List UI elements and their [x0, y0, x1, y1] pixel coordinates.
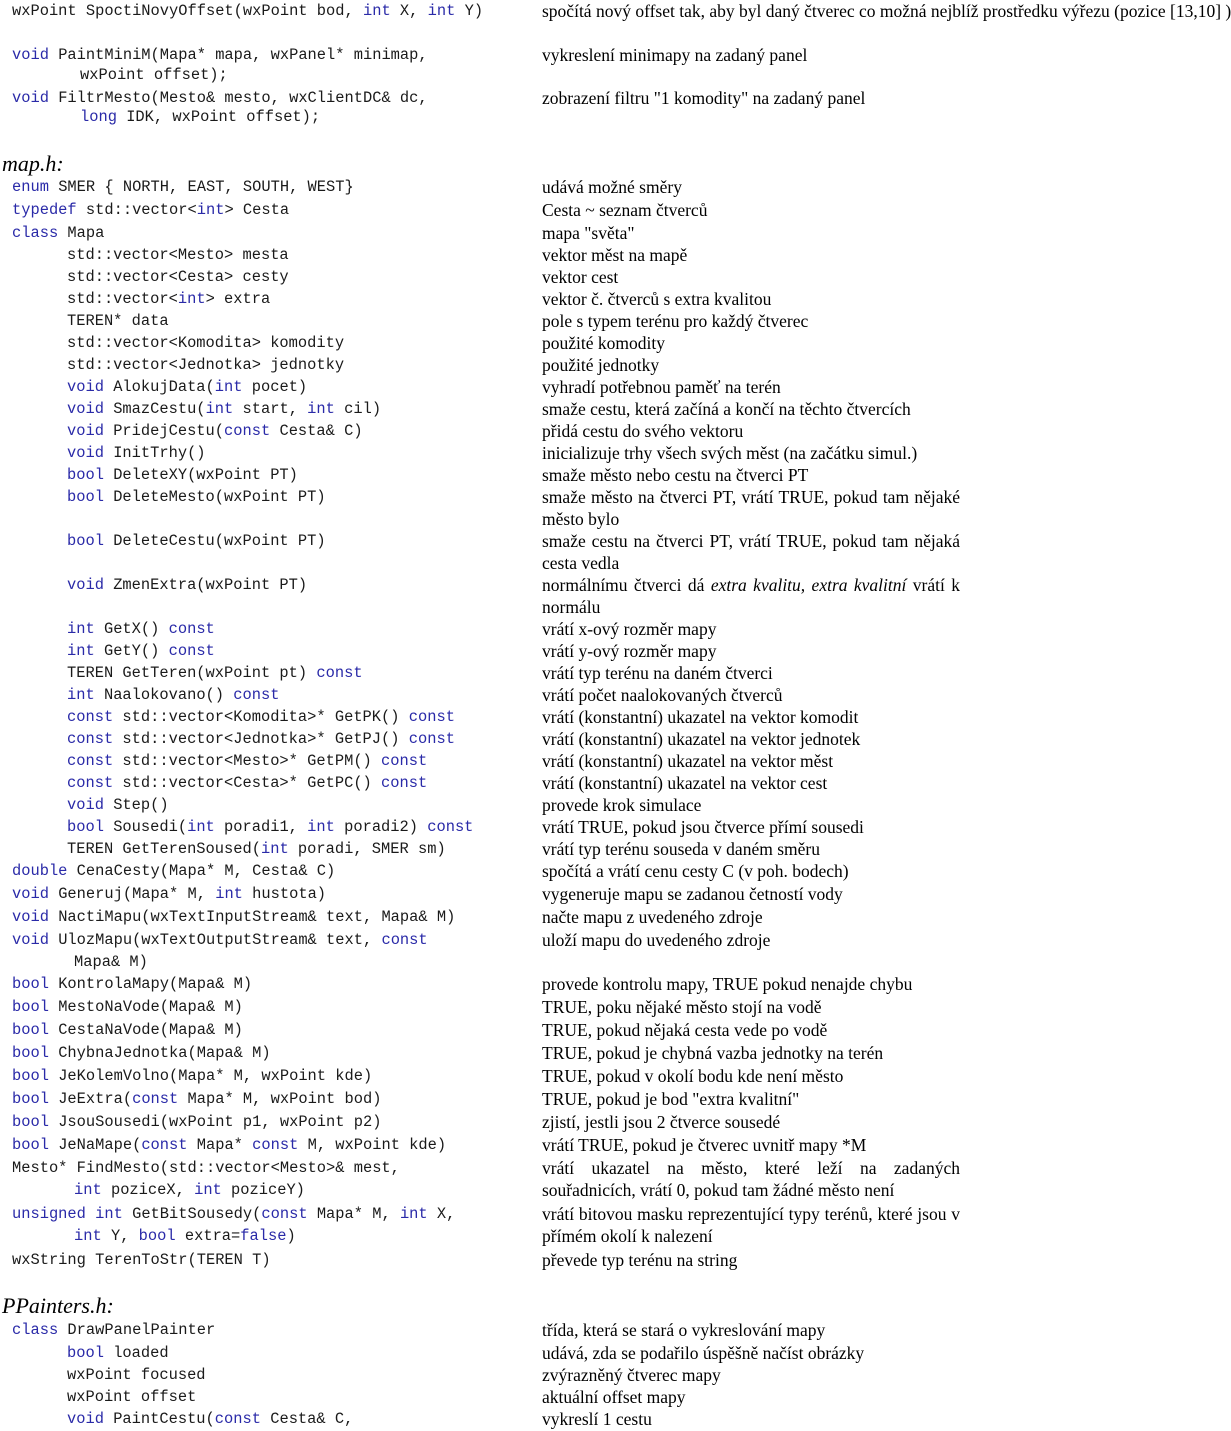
- code-line: void NactiMapu(wxTextInputStream& text, Mapa& M): [12, 908, 456, 926]
- keyword: const: [427, 818, 474, 836]
- code-line: void PaintMiniM(Mapa* mapa, wxPanel* minimap,: [12, 46, 428, 64]
- keyword: int: [214, 378, 243, 396]
- keyword: void: [67, 576, 104, 594]
- description: provede krok simulace: [542, 795, 702, 815]
- description: převede typ terénu na string: [542, 1250, 738, 1270]
- description: smaže město na čtverci PT, vrátí TRUE, pokud tam nějaké město bylo: [542, 487, 960, 529]
- description: aktuální offset mapy: [542, 1387, 686, 1407]
- description: použité komodity: [542, 333, 665, 353]
- section-heading-ppainters: PPainters.h:: [2, 1293, 114, 1318]
- keyword: bool: [12, 975, 49, 993]
- code-line: Mesto* FindMesto(std::vector<Mesto>& mest,: [12, 1159, 400, 1177]
- keyword: const: [67, 730, 114, 748]
- code-line: const std::vector<Jednotka>* GetPJ() const: [67, 730, 455, 748]
- code-line: std::vector<int> extra: [67, 290, 271, 308]
- keyword: const: [381, 774, 428, 792]
- description: mapa "světa": [542, 223, 635, 243]
- description: vrátí bitovou masku reprezentující typy terénů, které jsou v přímém okolí k nalezení: [542, 1204, 960, 1246]
- code-line: class Mapa: [12, 224, 105, 242]
- keyword: class: [12, 224, 59, 242]
- code-line: std::vector<Komodita> komodity: [67, 334, 345, 352]
- description: spočítá nový offset tak, aby byl daný čtverec co možná nejblíž prostředku výřezu (pozice [13,10] ): [542, 1, 1231, 21]
- keyword: int: [427, 2, 456, 20]
- code-line: bool JeKolemVolno(Mapa* M, wxPoint kde): [12, 1067, 373, 1085]
- code-line: bool DeleteMesto(wxPoint PT): [67, 488, 326, 506]
- code-line-continuation: wxPoint offset);: [80, 66, 228, 84]
- code-line: bool DeleteCestu(wxPoint PT): [67, 532, 326, 550]
- keyword: int: [362, 2, 391, 20]
- description: zobrazení filtru "1 komodity" na zadaný panel: [542, 88, 866, 108]
- code-line: std::vector<Mesto> mesta: [67, 246, 289, 264]
- keyword: int: [187, 818, 215, 836]
- keyword: void: [67, 796, 104, 814]
- description: vygeneruje mapu se zadanou četností vody: [542, 884, 843, 904]
- code-line: int Naalokovano() const: [67, 686, 280, 704]
- keyword: bool: [67, 1344, 104, 1362]
- keyword: int: [74, 1181, 102, 1199]
- code-line: void FiltrMesto(Mesto& mesto, wxClientDC& dc,: [12, 89, 428, 107]
- code-line: const std::vector<Komodita>* GetPK() const: [67, 708, 455, 726]
- keyword: bool: [138, 1227, 176, 1245]
- description: vrátí TRUE, pokud jsou čtverce přímí sousedi: [542, 817, 864, 837]
- code-line-continuation: long IDK, wxPoint offset);: [80, 108, 321, 126]
- keyword: const: [214, 1410, 261, 1428]
- description: smaže cestu, která začíná a končí na těchto čtvercích: [542, 399, 911, 419]
- keyword: void: [12, 46, 49, 64]
- description: vrátí typ terénu na daném čtverci: [542, 663, 773, 683]
- code-line: bool MestoNaVode(Mapa& M): [12, 998, 243, 1016]
- keyword: bool: [67, 488, 104, 506]
- code-line: const std::vector<Cesta>* GetPC() const: [67, 774, 428, 792]
- keyword: int: [196, 201, 225, 219]
- keyword: int: [399, 1205, 428, 1223]
- code-line: class DrawPanelPainter: [12, 1321, 216, 1339]
- keyword: int: [194, 1181, 222, 1199]
- keyword: int: [215, 885, 243, 903]
- keyword: int: [307, 818, 335, 836]
- code-line: std::vector<Jednotka> jednotky: [67, 356, 345, 374]
- keyword: bool: [12, 1136, 49, 1154]
- keyword: void: [67, 378, 104, 396]
- description: zjistí, jestli jsou 2 čtverce sousedé: [542, 1112, 781, 1132]
- description: vrátí y-ový rozměr mapy: [542, 641, 717, 661]
- description: vektor měst na mapě: [542, 245, 688, 265]
- keyword: void: [67, 422, 104, 440]
- keyword: class: [12, 1321, 59, 1339]
- description: vektor cest: [542, 267, 619, 287]
- keyword: int: [260, 840, 289, 858]
- keyword: bool: [12, 1021, 49, 1039]
- keyword: const: [132, 1090, 179, 1108]
- description: uloží mapu do uvedeného zdroje: [542, 930, 771, 950]
- description: vyhradí potřebnou paměť na terén: [542, 377, 781, 397]
- code-line-continuation: Mapa& M): [74, 953, 148, 971]
- keyword: void: [12, 908, 49, 926]
- keyword: void: [12, 931, 49, 949]
- code-line: unsigned int GetBitSousedy(const Mapa* M, int X,: [12, 1205, 456, 1223]
- keyword: bool: [12, 998, 49, 1016]
- code-line: std::vector<Cesta> cesty: [67, 268, 289, 286]
- description: vrátí TRUE, pokud je čtverec uvnitř mapy *M: [542, 1135, 867, 1155]
- code-line: bool JeNaMape(const Mapa* const M, wxPoint kde): [12, 1136, 447, 1154]
- description: vektor č. čtverců s extra kvalitou: [542, 289, 772, 309]
- section-heading-map: map.h:: [2, 151, 64, 176]
- code-line: wxPoint SpoctiNovyOffset(wxPoint bod, int X, int Y): [12, 2, 484, 20]
- code-line: bool loaded: [67, 1344, 169, 1362]
- emphasis: extra kvalitu, extra kvalitní: [710, 575, 907, 595]
- keyword: int: [67, 620, 95, 638]
- keyword: bool: [12, 1067, 49, 1085]
- keyword: void: [67, 400, 104, 418]
- code-line: void PridejCestu(const Cesta& C): [67, 422, 363, 440]
- keyword: const: [67, 774, 114, 792]
- keyword: const: [233, 686, 280, 704]
- description: vrátí ukazatel na město, které leží na zadaných souřadnicích, vrátí 0, pokud tam žádné město není: [542, 1158, 960, 1200]
- code-line: TEREN* data: [67, 312, 169, 330]
- description: zvýrazněný čtverec mapy: [542, 1365, 721, 1385]
- code-line: TEREN GetTeren(wxPoint pt) const: [67, 664, 363, 682]
- keyword: void: [67, 1410, 104, 1428]
- keyword: typedef: [12, 201, 77, 219]
- keyword: unsigned int: [12, 1205, 123, 1223]
- code-line: bool JsouSousedi(wxPoint p1, wxPoint p2): [12, 1113, 382, 1131]
- description: udává, zda se podařilo úspěšně načíst obrázky: [542, 1343, 865, 1363]
- keyword: void: [12, 885, 49, 903]
- code-line: void UlozMapu(wxTextOutputStream& text, const: [12, 931, 428, 949]
- code-line: void SmazCestu(int start, int cil): [67, 400, 382, 418]
- description: TRUE, poku nějaké město stojí na vodě: [542, 997, 822, 1017]
- description: vykreslí 1 cestu: [542, 1409, 652, 1429]
- description: provede kontrolu mapy, TRUE pokud nenajde chybu: [542, 974, 913, 994]
- code-line: int GetY() const: [67, 642, 215, 660]
- keyword: int: [67, 686, 95, 704]
- code-line: enum SMER { NORTH, EAST, SOUTH, WEST}: [12, 178, 354, 196]
- code-line: void AlokujData(int pocet): [67, 378, 308, 396]
- keyword: bool: [12, 1113, 49, 1131]
- code-line: void Step(): [67, 796, 169, 814]
- description: použité jednotky: [542, 355, 660, 375]
- description: přidá cestu do svého vektoru: [542, 421, 744, 441]
- keyword: const: [168, 642, 215, 660]
- code-line: const std::vector<Mesto>* GetPM() const: [67, 752, 428, 770]
- keyword: const: [381, 752, 428, 770]
- code-line: typedef std::vector<int> Cesta: [12, 201, 290, 219]
- description: TRUE, pokud je chybná vazba jednotky na terén: [542, 1043, 884, 1063]
- code-line: bool ChybnaJednotka(Mapa& M): [12, 1044, 271, 1062]
- keyword: void: [67, 444, 104, 462]
- keyword: int: [205, 400, 234, 418]
- keyword: bool: [67, 818, 104, 836]
- keyword: const: [316, 664, 363, 682]
- description: inicializuje trhy všech svých měst (na začátku simul.): [542, 443, 918, 463]
- description: načte mapu z uvedeného zdroje: [542, 907, 763, 927]
- description: udává možné směry: [542, 177, 682, 197]
- keyword: bool: [67, 466, 104, 484]
- code-line: void ZmenExtra(wxPoint PT): [67, 576, 308, 594]
- description: TRUE, pokud nějaká cesta vede po vodě: [542, 1020, 828, 1040]
- code-line: wxString TerenToStr(TEREN T): [12, 1251, 271, 1269]
- code-line: wxPoint focused: [67, 1366, 206, 1384]
- description: TRUE, pokud v okolí bodu kde není město: [542, 1066, 844, 1086]
- code-line-continuation: int poziceX, int poziceY): [74, 1181, 305, 1199]
- description: TRUE, pokud je bod "extra kvalitní": [542, 1089, 800, 1109]
- code-line: TEREN GetTerenSoused(int poradi, SMER sm): [67, 840, 446, 858]
- keyword: enum: [12, 178, 49, 196]
- keyword: const: [408, 730, 455, 748]
- keyword: bool: [12, 1090, 49, 1108]
- keyword: bool: [12, 1044, 49, 1062]
- code-line: void Generuj(Mapa* M, int hustota): [12, 885, 327, 903]
- keyword: void: [12, 89, 49, 107]
- keyword: long: [80, 108, 117, 126]
- description: vrátí počet naalokovaných čtverců: [542, 685, 783, 705]
- description: pole s typem terénu pro každý čtverec: [542, 311, 809, 331]
- code-line: void PaintCestu(const Cesta& C,: [67, 1410, 354, 1428]
- keyword: const: [381, 931, 428, 949]
- code-line: double CenaCesty(Mapa* M, Cesta& C): [12, 862, 336, 880]
- keyword: const: [224, 422, 271, 440]
- description: vrátí (konstantní) ukazatel na vektor cest: [542, 773, 828, 793]
- code-line: bool KontrolaMapy(Mapa& M): [12, 975, 253, 993]
- keyword: const: [252, 1136, 299, 1154]
- keyword: bool: [67, 532, 104, 550]
- description: vrátí (konstantní) ukazatel na vektor komodit: [542, 707, 859, 727]
- description: normálnímu čtverci dá extra kvalitu, extra kvalitní vrátí k normálu: [542, 575, 960, 617]
- code-line: bool Sousedi(int poradi1, int poradi2) const: [67, 818, 474, 836]
- keyword: int: [177, 290, 206, 308]
- code-line: bool CestaNaVode(Mapa& M): [12, 1021, 243, 1039]
- keyword: const: [261, 1205, 308, 1223]
- code-line: void InitTrhy(): [67, 444, 206, 462]
- description: vrátí (konstantní) ukazatel na vektor jednotek: [542, 729, 861, 749]
- code-line: int GetX() const: [67, 620, 215, 638]
- keyword: int: [307, 400, 335, 418]
- description: vrátí typ terénu souseda v daném směru: [542, 839, 820, 859]
- keyword: const: [408, 708, 455, 726]
- keyword: int: [74, 1227, 102, 1245]
- description: vykreslení minimapy na zadaný panel: [542, 45, 808, 65]
- description: vrátí x-ový rozměr mapy: [542, 619, 717, 639]
- description: smaže cestu na čtverci PT, vrátí TRUE, pokud tam nějaká cesta vedla: [542, 531, 960, 573]
- keyword: double: [12, 862, 68, 880]
- description: třída, která se stará o vykreslování mapy: [542, 1320, 826, 1340]
- keyword: false: [240, 1227, 287, 1245]
- keyword: int: [67, 642, 95, 660]
- keyword: const: [168, 620, 215, 638]
- code-line: wxPoint offset: [67, 1388, 197, 1406]
- code-line: bool DeleteXY(wxPoint PT): [67, 466, 298, 484]
- description: Cesta ~ seznam čtverců: [542, 200, 708, 220]
- code-line-continuation: int Y, bool extra=false): [74, 1227, 296, 1245]
- keyword: const: [67, 708, 114, 726]
- description: vrátí (konstantní) ukazatel na vektor měst: [542, 751, 834, 771]
- keyword: const: [141, 1136, 188, 1154]
- keyword: const: [67, 752, 114, 770]
- description: spočítá a vrátí cenu cesty C (v poh. bodech): [542, 861, 849, 881]
- code-line: bool JeExtra(const Mapa* M, wxPoint bod): [12, 1090, 382, 1108]
- description: smaže město nebo cestu na čtverci PT: [542, 465, 809, 485]
